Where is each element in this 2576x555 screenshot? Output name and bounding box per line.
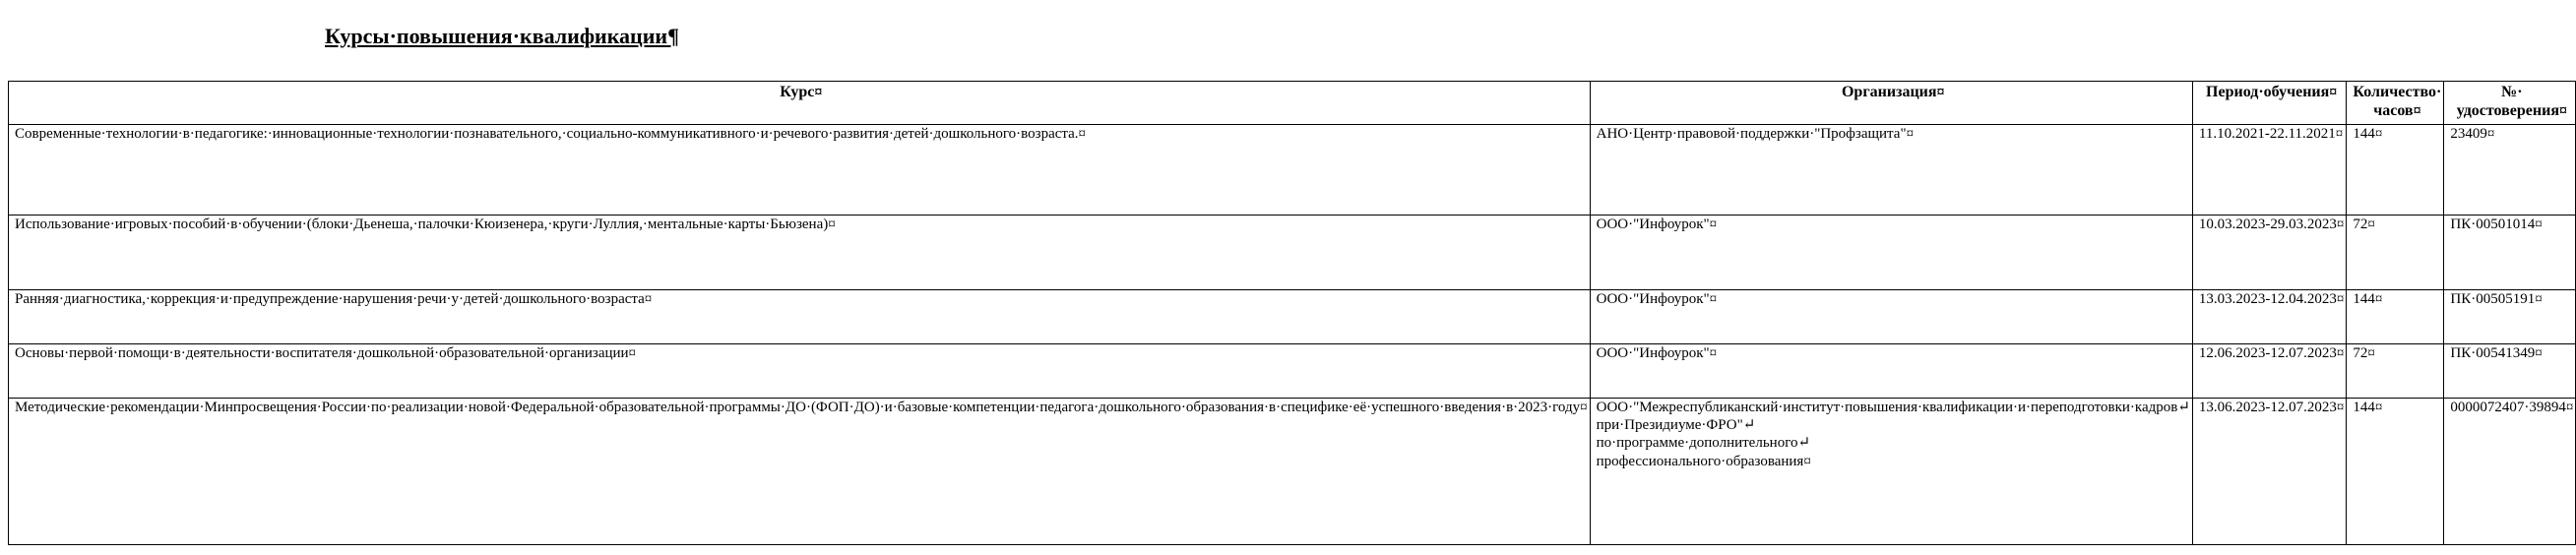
table-row [9, 344, 2576, 399]
cell-course [9, 399, 1591, 545]
organization-text: ООО·"Инфоурок"¤ [1596, 345, 1718, 361]
cell-certificate [2444, 125, 2576, 216]
header-period-label: Период·обучения¤ [2206, 84, 2338, 100]
cell-certificate [2444, 290, 2576, 344]
course-text: Использование·игровых·пособий·в·обучении·(блоки·Дьенеша,·палочки·Кюизенера,·круги·Луллия,·ментальные·карты·Бьюзена)¤ [15, 216, 836, 232]
header-period [2192, 82, 2347, 125]
certificate-text: 23409¤ [2450, 126, 2495, 142]
cell-hours [2347, 125, 2444, 216]
cell-organization [1590, 344, 2192, 399]
organization-text: ООО·"Инфоурок"¤ [1596, 216, 1718, 232]
course-text: Основы·первой·помощи·в·деятельности·воспитателя·дошкольной·образовательной·организации¤ [15, 345, 637, 361]
cell-period [2192, 399, 2347, 545]
cell-course [9, 290, 1591, 344]
cell-organization [1590, 290, 2192, 344]
cell-course [9, 125, 1591, 216]
table-header-row [9, 82, 2576, 125]
cell-period [2192, 216, 2347, 290]
organization-text: ООО·"Инфоурок"¤ [1596, 291, 1718, 307]
cell-hours [2347, 290, 2444, 344]
certificate-text: ПК·00541349¤ [2450, 345, 2543, 361]
organization-text: ООО·"Межреспубликанский·институт·повышения·квалификации·и·переподготовки·кадров↵ при·Президиуме·ФРО"↵ по·программе·дополнительного↵ профессионального·образования¤ [1596, 400, 2190, 469]
document-title: Курсы·повышения·квалификации¶ [325, 24, 679, 48]
period-text: 10.03.2023-29.03.2023¤ [2198, 216, 2345, 232]
hours-text: 144¤ [2353, 400, 2383, 415]
header-certificate [2444, 82, 2576, 125]
header-organization [1590, 82, 2192, 125]
certificate-text: ПК·00505191¤ [2450, 291, 2543, 307]
course-text: Методические·рекомендации·Минпросвещения·России·по·реализации·новой·Федеральной·образовательной·программы·ДО·(ФОП·ДО)·и·базовые·компетенции·педагога·дошкольного·образования·в·специфике·её·успешного·введения·в·2023·году¤ [15, 400, 1588, 415]
header-organization-label: Организация¤ [1841, 84, 1945, 100]
cell-period [2192, 344, 2347, 399]
cell-certificate [2444, 344, 2576, 399]
table-row [9, 216, 2576, 290]
header-hours [2347, 82, 2444, 125]
header-hours-label: Количество· часов¤ [2353, 84, 2442, 119]
table-row [9, 399, 2576, 545]
course-text: Современные·технологии·в·педагогике:·инновационные·технологии·познавательного,·социально-коммуникативного·и·речевого·развития·детей·дошкольного·возраста.¤ [15, 126, 1087, 142]
cell-hours [2347, 344, 2444, 399]
cell-course [9, 344, 1591, 399]
header-course-label: Курс¤ [780, 84, 823, 100]
header-course [9, 82, 1591, 125]
cell-organization [1590, 125, 2192, 216]
hours-text: 72¤ [2353, 216, 2375, 232]
header-certificate-label: №· удостоверения¤ [2456, 84, 2567, 119]
table-row [9, 125, 2576, 216]
cell-period [2192, 290, 2347, 344]
cell-certificate [2444, 399, 2576, 545]
organization-text: АНО·Центр·правовой·поддержки·"Профзащита"¤ [1596, 126, 1915, 142]
cell-hours [2347, 216, 2444, 290]
cell-period [2192, 125, 2347, 216]
period-text: 12.06.2023-12.07.2023¤ [2198, 345, 2345, 361]
period-text: 13.03.2023-12.04.2023¤ [2198, 291, 2345, 307]
course-text: Ранняя·диагностика,·коррекция·и·предупреждение·нарушения·речи·у·детей·дошкольного·возраста¤ [15, 291, 653, 307]
table-row [9, 290, 2576, 344]
hours-text: 144¤ [2353, 291, 2383, 307]
cell-organization [1590, 399, 2192, 545]
cell-organization [1590, 216, 2192, 290]
period-text: 13.06.2023-12.07.2023¤ [2198, 400, 2345, 415]
certificate-text: 0000072407·39894¤ [2450, 400, 2574, 415]
cell-certificate [2444, 216, 2576, 290]
cell-hours [2347, 399, 2444, 545]
hours-text: 144¤ [2353, 126, 2383, 142]
certificate-text: ПК·00501014¤ [2450, 216, 2543, 232]
hours-text: 72¤ [2353, 345, 2375, 361]
period-text: 11.10.2021-22.11.2021¤ [2198, 126, 2344, 142]
courses-table [8, 81, 2576, 545]
cell-course [9, 216, 1591, 290]
